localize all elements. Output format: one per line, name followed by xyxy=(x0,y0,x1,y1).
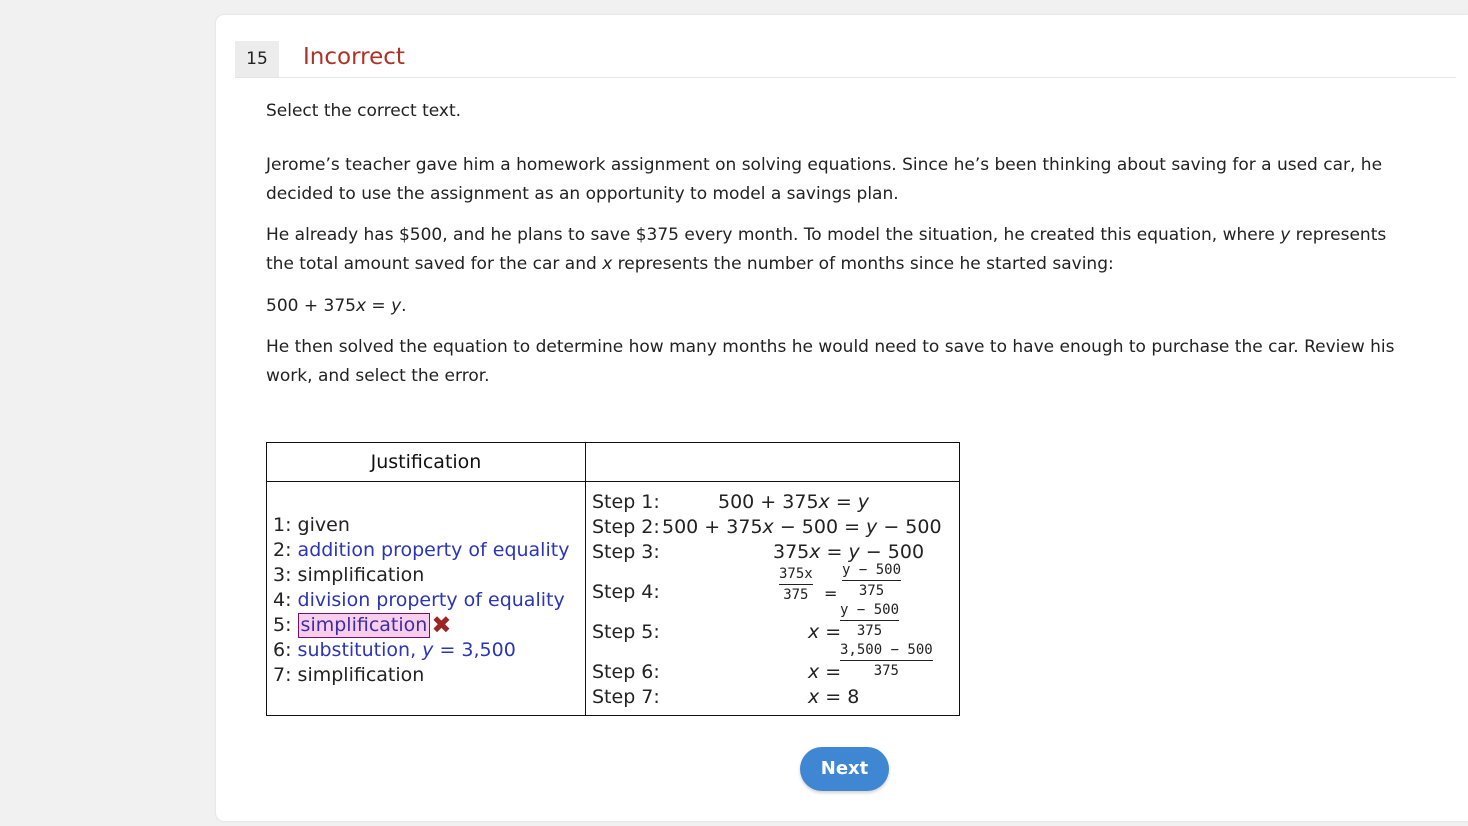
step-2-equation: 500 + 375x − 500 = y − 500 xyxy=(662,516,942,538)
table-column-divider xyxy=(585,443,586,715)
step-7-label: Step 7: xyxy=(592,686,660,708)
step-7-equation: x = 8 xyxy=(808,686,860,708)
step-4-fraction-left: 375x 375 xyxy=(779,566,813,603)
instruction-text: Select the correct text. xyxy=(266,101,462,121)
justification-1[interactable]: 1: given xyxy=(273,514,350,536)
paragraph-2: He already has $500, and he plans to save $375 every month. To model the situation, he created this equation, where y represents the total amount saved for the car and x represents the number of months since he started saving: xyxy=(266,225,1387,274)
step-2-label: Step 2: xyxy=(592,516,660,538)
step-1-label: Step 1: xyxy=(592,491,660,513)
question-card xyxy=(216,15,1468,821)
model-equation: 500 + 375x = y. xyxy=(266,296,407,316)
paragraph-3: He then solved the equation to determine how many months he would need to save to have enough to purchase the car. Review his work, and select the error. xyxy=(266,337,1395,386)
step-6-fraction: 3,500 − 500 375 xyxy=(840,642,933,679)
table-header-divider xyxy=(267,481,959,482)
justification-2[interactable]: 2: addition property of equality xyxy=(273,539,570,561)
header-divider xyxy=(235,77,1456,78)
next-button[interactable]: Next xyxy=(800,747,889,791)
justification-4[interactable]: 4: division property of equality xyxy=(273,589,565,611)
justification-3[interactable]: 3: simplification xyxy=(273,564,425,586)
step-1-equation: 500 + 375x = y xyxy=(718,491,870,513)
justification-6[interactable]: 6: substitution, y = 3,500 xyxy=(273,639,516,661)
step-5-label: Step 5: xyxy=(592,621,660,643)
work-table xyxy=(266,442,960,716)
justification-5[interactable]: 5: simplification ✖ xyxy=(273,611,452,639)
step-3-label: Step 3: xyxy=(592,541,660,563)
justification-7[interactable]: 7: simplification xyxy=(273,664,425,686)
question-number: 15 xyxy=(235,41,279,77)
step-6-label: Step 6: xyxy=(592,661,660,683)
step-5-fraction: y − 500 375 xyxy=(840,602,900,639)
step-6-lhs: x = xyxy=(808,661,842,683)
justification-header: Justification xyxy=(370,451,482,473)
paragraph-1: Jerome’s teacher gave him a homework assignment on solving equations. Since he’s been thinking about saving for a used car, he decided to use the assignment as an opportunity to model a savings plan. xyxy=(266,155,1383,204)
answer-status: Incorrect xyxy=(303,44,405,70)
step-5-lhs: x = xyxy=(808,621,842,643)
x-mark-icon: ✖ xyxy=(431,611,452,639)
step-4-fraction-right: y − 500 375 xyxy=(842,562,902,599)
step-3-equation: 375x = y − 500 xyxy=(773,541,925,563)
selected-answer[interactable]: simplification xyxy=(298,613,431,638)
step-4-label: Step 4: xyxy=(592,581,660,603)
step-4-equals: = xyxy=(824,584,838,603)
